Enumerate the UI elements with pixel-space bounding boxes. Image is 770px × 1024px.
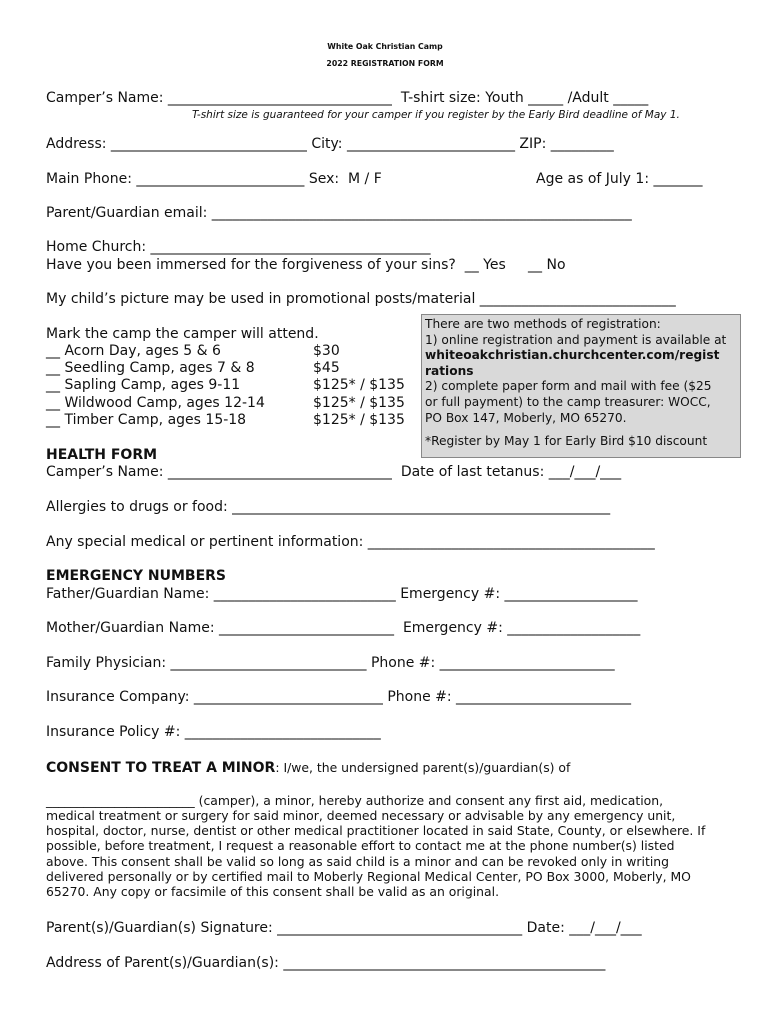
camp-intro: Mark the camp the camper will attend. bbox=[46, 326, 319, 342]
insurance-field: Insurance Company: ___________________________ Phone #: _________________________ bbox=[46, 689, 632, 705]
consent-text: ________________________ (camper), a minor, hereby authorize and consent any first aid, medication, bbox=[46, 793, 664, 808]
registration-url: rations bbox=[425, 363, 474, 378]
allergies-field: Allergies to drugs or food: ______________________________________________________ bbox=[46, 499, 611, 515]
main-phone-field: Main Phone: ________________________ Sex: M / F bbox=[46, 171, 382, 187]
consent-text: hospital, doctor, nurse, dentist or other medical practitioner located in said State, County, or elsewhere. If bbox=[46, 823, 706, 838]
camp-price: $45 bbox=[313, 360, 340, 376]
camp-price: $30 bbox=[313, 343, 340, 359]
camp-name: __ Sapling Camp, ages 9-11 bbox=[46, 377, 241, 393]
registration-line: 2) complete paper form and mail with fee ($25 bbox=[425, 379, 712, 394]
form-title: White Oak Christian Camp bbox=[327, 42, 443, 51]
policy-field: Insurance Policy #: ____________________________ bbox=[46, 724, 381, 740]
registration-line: There are two methods of registration: bbox=[425, 317, 661, 331]
consent-intro: : I/we, the undersigned parent(s)/guardian(s) of bbox=[275, 760, 571, 775]
early-bird-note: *Register by May 1 for Early Bird $10 discount bbox=[425, 434, 708, 449]
father-field: Father/Guardian Name: __________________________ Emergency #: ___________________ bbox=[46, 586, 638, 602]
immersed-question: Have you been immersed for the forgiveness of your sins? __ Yes __ No bbox=[46, 257, 566, 273]
health-campers-name: Camper’s Name: ________________________________ Date of last tetanus: ___/___/___ bbox=[46, 464, 622, 480]
picture-consent: My child’s picture may be used in promotional posts/material ____________________________ bbox=[46, 291, 676, 307]
camp-name: __ Timber Camp, ages 15-18 bbox=[46, 412, 247, 428]
parent-address-field: Address of Parent(s)/Guardian(s): ______________________________________________ bbox=[46, 955, 606, 971]
physician-field: Family Physician: ____________________________ Phone #: _________________________ bbox=[46, 655, 615, 671]
email-field: Parent/Guardian email: ____________________________________________________________ bbox=[46, 205, 632, 221]
consent-text: possible, before treatment, I request a reasonable effort to contact me at the phone number(s) listed bbox=[46, 838, 675, 853]
age-field: Age as of July 1: _______ bbox=[536, 171, 703, 187]
registration-url: whiteoakchristian.churchcenter.com/regist bbox=[425, 348, 720, 363]
address-field: Address: ____________________________ City: ________________________ ZIP: _________ bbox=[46, 136, 614, 152]
camp-name: __ Wildwood Camp, ages 12-14 bbox=[46, 395, 265, 411]
camp-name: __ Seedling Camp, ages 7 & 8 bbox=[46, 360, 255, 376]
consent-heading: CONSENT TO TREAT A MINOR bbox=[46, 760, 276, 776]
camp-name: __ Acorn Day, ages 5 & 6 bbox=[46, 343, 221, 359]
mother-field: Mother/Guardian Name: _________________________ Emergency #: ___________________ bbox=[46, 620, 641, 636]
consent-text: medical treatment or surgery for said minor, deemed necessary or advisable by any emergency unit, bbox=[46, 808, 676, 823]
medical-info-field: Any special medical or pertinent information: _________________________________________ bbox=[46, 534, 655, 550]
campers-name-field: Camper’s Name: ________________________________ T-shirt size: Youth _____ /Adult _____ bbox=[46, 90, 649, 106]
camp-price: $125* / $135 bbox=[313, 377, 405, 393]
camp-price: $125* / $135 bbox=[313, 412, 405, 428]
consent-text: 65270. Any copy or facsimile of this consent shall be valid as an original. bbox=[46, 884, 500, 899]
registration-line: 1) online registration and payment is available at bbox=[425, 332, 727, 347]
home-church-field: Home Church: ________________________________________ bbox=[46, 239, 431, 255]
registration-line: PO Box 147, Moberly, MO 65270. bbox=[425, 410, 627, 425]
consent-heading-line bbox=[46, 759, 570, 777]
camp-price: $125* / $135 bbox=[313, 395, 405, 411]
emergency-heading: EMERGENCY NUMBERS bbox=[46, 568, 227, 584]
registration-line: or full payment) to the camp treasurer: WOCC, bbox=[425, 394, 711, 409]
health-heading: HEALTH FORM bbox=[46, 447, 158, 463]
signature-field: Parent(s)/Guardian(s) Signature: ___________________________________ Date: ___/___/___ bbox=[46, 920, 642, 936]
registration-info-box bbox=[421, 314, 741, 458]
tshirt-note: T-shirt size is guaranteed for your camper if you register by the Early Bird deadline of May 1. bbox=[192, 109, 680, 121]
consent-text: above. This consent shall be valid so long as said child is a minor and can be revoked only in writing bbox=[46, 854, 669, 869]
consent-text: delivered personally or by certified mail to Moberly Regional Medical Center, PO Box 3000, Moberly, MO bbox=[46, 869, 691, 884]
form-subtitle: 2022 REGISTRATION FORM bbox=[326, 59, 444, 68]
